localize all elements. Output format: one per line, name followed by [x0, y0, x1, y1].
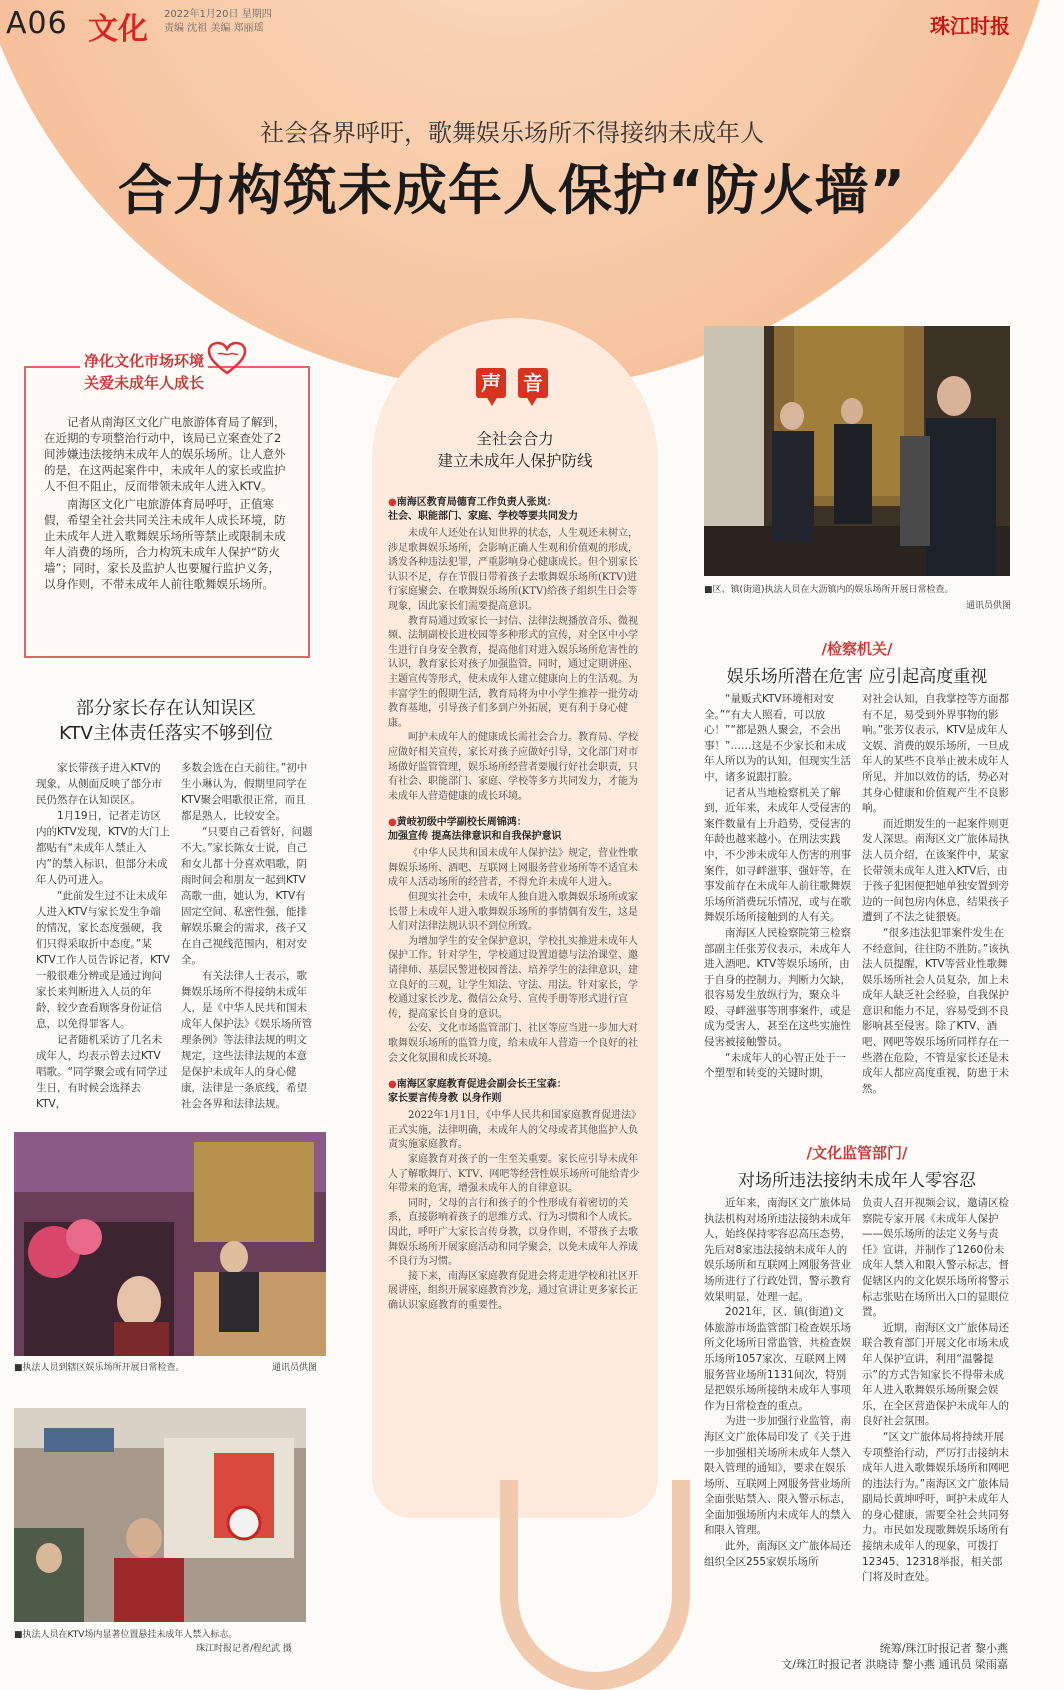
photo3-credit: 通讯员供图: [966, 601, 1012, 611]
paragraph: 此外，南海区文广旅体局还组织全区255家娱乐场所: [704, 1540, 851, 1568]
paragraph: 而近期发生的一起案件则更发人深思。南海区文广旅体局执法人员介绍，在该案件中，某家长带领未成年人进入KTV后，由于孩子犯困便把她单独安置到旁边的一间包房内休息，结果孩子遭到了不法之徒猥亵。: [862, 817, 1009, 924]
paragraph: 对社会认知，自我掌控等方面都有不足，易受到外界事物的影响。”张芳仪表示，KTV是成年人文娱、消费的娱乐场所，一旦成年人的某些不良举止被未成年人所见，并加以效仿的话，势必对其身心健康和价值观产生不良影响。: [862, 693, 1009, 815]
left-headline-line2: KTV主体责任落实不够到位: [59, 723, 273, 744]
right-a-tag: /检察机关/: [821, 640, 893, 658]
voice-block: [388, 816, 644, 844]
heart-icon: [208, 342, 246, 376]
voice-paragraph: 呵护未成年人的健康成长需社会合力。教育局、学校应做好相关宣传，家长对孩子应做好引导，文化部门对市场做好监管管理，娱乐场所经营者要履行好社会职责，只有社会、职能部门、家庭、学校等多方共同发力，才能为未成年人营造健康的成长环境。: [388, 732, 638, 802]
voices-title-line1: 全社会合力: [476, 430, 554, 448]
credits-line1: 统筹/珠江时报记者 黎小燕: [879, 1642, 1008, 1655]
voices-badge-2: 音: [518, 368, 548, 398]
page-number: A06: [6, 6, 68, 41]
right-b-headline: 对场所违法接纳未成年人零容忍: [738, 1171, 976, 1191]
intro-box-title: [80, 350, 208, 394]
voice-paragraph: 同时，父母的言行和孩子的个性形成有着密切的关系，直接影响着孩子的思维方式、行为习惯和个人成长。因此，呼吁广大家长言传身教，以身作则，不带孩子去歌舞娱乐场所开展家庭活动和同学聚会，以免未成年人养成不良行为习惯。: [388, 1197, 638, 1268]
photo1-caption: ■执法人员到辖区娱乐场所开展日常检查。: [14, 1363, 185, 1373]
voice-paragraph: 《中华人民共和国未成年人保护法》规定，营业性歌舞娱乐场所、酒吧、互联网上网服务营业场所等不适宜未成年人活动场所的经营者，不得允许未成年人进入。: [388, 848, 638, 889]
voice-summary: 社会、职能部门、家庭、学校等要共同发力: [388, 511, 578, 522]
voice-paragraph: 为增加学生的安全保护意识，学校扎实推进未成年人保护工作。针对学生，学校通过设置道德与法治课堂、邀请律师、基层民警进校园普法、培养学生的法律意识，建立良好的三观，让学生知法、守法、用法。针对家长，学校通过家长沙龙、微信公众号、宣传手册等形式进行宣传，提高家长自身的意识。: [388, 935, 638, 1020]
voices-body: [388, 490, 644, 1314]
intro-box-text: [44, 414, 288, 594]
voice-block: [388, 1078, 644, 1106]
photo-ktv-sign: [14, 1408, 306, 1622]
intro-paragraph: 记者从南海区文化广电旅游体育局了解到，在近期的专项整治行动中，该局已立案查处了2间涉嫌违法接纳未成年人的娱乐场所。让人意外的是，在这两起案件中，未成年人的家长或监护人不但不阻止，反而带领未成年人进入KTV。: [44, 415, 286, 493]
voice-paragraph: 但现实社会中，未成年人独自进入歌舞娱乐场所或家长带上未成年人进入歌舞娱乐场所的事情偶有发生，这是人们对法律法规认识不到位所致。: [388, 892, 638, 933]
paragraph: “区文广旅体局将持续开展专项整治行动，严厉打击接纳未成年人进入歌舞娱乐场所和网吧的违法行为。”南海区文广旅体局副局长黄坤呼吁，呵护未成年人的身心健康，需要全社会共同努力。市民如发现歌舞娱乐场所有接纳未成年人的现象，可拨打12345、12318举报，相关部门将及时查处。: [862, 1430, 1010, 1584]
voice-summary: 加强宣传 提高法律意识和自我保护意识: [388, 831, 562, 843]
paragraph: 1月19日，记者走访区内的KTV发现，KTV的大门上都贴有“未成年人禁止入内”的禁入标识，但部分未成年人仍可进入。: [36, 810, 170, 886]
paragraph: “很多违法犯罪案件发生在不经意间，往往防不胜防。”该执法人员提醒，KTV等营业性歌舞娱乐场所社会人员复杂，加上未成年人缺乏社会经验，自我保护意识和能力不足，容易受到不良影响甚至侵害。除了KTV、酒吧、网吧等娱乐场所同样存在一些潜在危险，不管是家长还是未成年人都应高度重视，防患于未然。: [862, 926, 1010, 1095]
right-a-col2: [862, 692, 1010, 1102]
speech-bubble-tail-icon: [478, 396, 552, 408]
right-a-col1: [704, 692, 852, 1102]
credits: [781, 1640, 1008, 1672]
voice-paragraph: 家庭教育对孩子的一生至关重要。家长应引导未成年人了解歌舞厅、KTV、网吧等经营性娱乐场所可能给青少年带来的危害，增强未成年人的自律意识。: [388, 1153, 640, 1195]
newspaper-logo: 珠江时报: [930, 14, 1010, 38]
left-article-headline: [26, 696, 306, 746]
left-headline-line1: 部分家长存在认知误区: [76, 698, 256, 719]
subheadline: 社会各界呼吁，歌舞娱乐场所不得接纳未成年人: [260, 119, 764, 147]
credits-line2: 文/珠江时报记者 洪晓诗 黎小燕 通讯员 梁雨嘉: [781, 1658, 1008, 1671]
left-article-col1: [36, 760, 171, 1110]
paragraph: 记者从当地检察机关了解到，近年来，未成年人受侵害的案件数量有上升趋势，受侵害的年龄也越来越小。在刑法实践中，不少涉未成年人伤害的刑事案件，如寻衅滋事、强奸等，在事发前存在未成年人前往歌舞娱乐场所消费玩乐情况，或与在歌舞娱乐场所接触到的人有关。: [704, 786, 851, 924]
right-b-col2: [862, 1196, 1010, 1610]
voice-paragraph: 2022年1月1日，《中华人民共和国家庭教育促进法》正式实施，法律明确，未成年人的父母或者其他监护人负责实施家庭教育。: [388, 1110, 642, 1151]
voice-paragraph: 公安、文化市场监管部门、社区等应当进一步加大对歌舞娱乐场所的监管力度，给未成年人营造一个良好的社会文化氛围和成长环境。: [388, 1023, 638, 1064]
intro-box-title-line1: 净化文化市场环境: [84, 352, 205, 370]
right-b-col1: [704, 1196, 852, 1610]
right-a-body: [704, 692, 1010, 1102]
paragraph: 近期，南海区文广旅体局还联合教育部门开展文化市场未成年人保护宣讲，利用“温馨提示”的方式告知家长不得带未成年人进入歌舞娱乐场所聚会娱乐，在全区营造保护未成年人的良好社会氛围。: [862, 1321, 1009, 1428]
photo2-credit: 珠江时报记者/程纪武 摄: [196, 1644, 292, 1654]
voice-paragraph: 教育局通过致家长一封信、法律法规播放音乐、微视频、法制副校长进校园等多种形式的宣传，对全区中小学生进行自身安全教育，提高他们对进入娱乐场所危害性的认识，教育家长对孩子加强监管。同时，通过定期讲座、主题宣传等形式，使未成年人建立健康向上的生活观。为丰富学生的假期生活，教育局将为中小学生推荐一批劳动教育基地，引导孩子们多到户外拓展，更有利于身心健康。: [388, 615, 638, 729]
intro-paragraph: 南海区文化广电旅游体育局呼吁，正值寒假，希望全社会共同关注未成年人成长环境，防止未成年人进入歌舞娱乐场所等禁止或限制未成年人消费的场所，合力构筑未成年人保护“防火墙”；同时，家长及监护人也要履行监护义务，以身作则，不带未成年人前往歌舞娱乐场所。: [44, 497, 286, 591]
section-name: 文化: [88, 12, 148, 47]
photo-inspection-counter: [14, 1132, 326, 1356]
paragraph: 南海区人民检察院第三检察部副主任张芳仪表示，未成年人进入酒吧、KTV等娱乐场所，由于自身的控制力、判断力欠缺，很容易发生放纵行为，聚众斗殴、寻衅滋事等刑事案件，或是成为受害人，甚至在这些实施性侵害被接触警员。: [704, 926, 851, 1049]
intro-box-title-line2: 关爱未成年人成长: [84, 374, 205, 392]
paragraph: 记者随机采访了几名未成年人，均表示曾去过KTV唱歌。“同学聚会或有同学过生日，有时候会选择去KTV，: [36, 1034, 168, 1110]
paragraph: “此前发生过不让未成年人进入KTV与家长发生争端的情况，家长态度强硬，我们只得采取折中态度。”某KTV工作人员告诉记者，KTV一般很难分辨或是通过询问家长来判断进入人员的年龄，较少查看顾客身份证信息，以免得罪客人。: [36, 890, 170, 1030]
photo-joint-inspection: [704, 326, 1010, 576]
right-b-body: [704, 1196, 1010, 1610]
paragraph: 多数会选在白天前往。”初中生小琳认为，假期里同学在KTV聚会唱歌很正常，而且都是熟人，比较安全。: [181, 762, 308, 822]
microphone-handle: [500, 1480, 690, 1690]
right-b-tag: /文化监管部门/: [806, 1144, 908, 1162]
paragraph: 负责人召开视频会议，邀请区检察院专家开展《未成年人保护——娱乐场所的法定义务与责任》宣讲，并制作了1260份未成年人禁入和限入警示标志，督促辖区内的文化娱乐场所将警示标志张贴在场所出入口的显眼位置。: [862, 1197, 1009, 1319]
left-article-body: [36, 760, 316, 1110]
voices-title-line2: 建立未成年人保护防线: [437, 452, 593, 470]
voice-summary: 家长要言传身教 以身作则: [388, 1093, 502, 1105]
right-a-headline: 娱乐场所潜在危害 应引起高度重视: [726, 667, 988, 687]
date-line: [164, 8, 272, 36]
voices-title: [372, 428, 658, 472]
left-article-col2: [181, 760, 316, 1110]
issue-date: 2022年1月20日 星期四: [164, 9, 272, 20]
photo3-caption: ■区、镇(街道)执法人员在大沥镇内的娱乐场所开展日常检查。: [704, 585, 954, 595]
photo2-caption: ■执法人员在KTV场内显著位置悬挂未成年人禁入标志。: [14, 1630, 238, 1640]
paragraph: “只要自己看管好，问题不大。”家长陈女士说，自己和女儿都十分喜欢唱歌，阴雨时间会和朋友一起到KTV高歌一曲，她认为，KTV有固定空间、私密性强，能排解娱乐聚会的需求，孩子又在自己视线范围内，相对安全。: [181, 826, 313, 966]
voices-badge-1: 声: [476, 368, 506, 398]
editors: 责编 沈祖 美编 郑丽瑶: [164, 23, 264, 34]
voice-paragraph: 接下来，南海区家庭教育促进会将走进学校和社区开展讲座，组织开展家庭教育沙龙，通过宣讲让更多家长正确认识家庭教育的重要性。: [388, 1270, 638, 1311]
paragraph: “量贩式KTV环境相对安全。”“有大人照看，可以放心！”“都是熟人聚会，不会出事！”……这是不少家长和未成年人所以为的认知，但现实生活中，诸多说跟打脸。: [704, 693, 851, 783]
voice-block: [388, 496, 644, 524]
voice-paragraph: 未成年人还处在认知世界的状态，人生观还未树立，涉足歌舞娱乐场所，会影响正确人生观和价值观的形成，诱发各种违法犯罪，严重影响身心健康成长。但个别家长认识不足，存在节假日带着孩子去歌舞娱乐场所(KTV)进行家庭聚会、在歌舞娱乐场所(KTV)给孩子组织生日会等现象，因此家长们需要提高意识。: [388, 528, 638, 612]
voice-speaker: 南海区家庭教育促进会副会长王宝森：: [396, 1079, 567, 1091]
bullet-icon: ●: [388, 1079, 397, 1091]
bullet-icon: ●: [388, 817, 397, 829]
paragraph: 有关法律人士表示，歌舞娱乐场所不得接纳未成年人，是《中华人民共和国未成年人保护法》《娱乐场所管理条例》等法律法规的明文规定，这些法律法规的本意是保护未成年人的身心健康，法律是一条底线，希望社会各界和法律法规。: [181, 970, 313, 1110]
paragraph: 2021年，区、镇(街道)文体旅游市场监管部门检查娱乐场所文化场所日常监管，共检查娱乐场所1057家次、互联网上网服务营业场所1131间次，特别是把娱乐场所接纳未成年人事项作为日常检查的重点。: [704, 1306, 851, 1412]
photo1-credit: 通讯员供图: [272, 1363, 318, 1373]
paragraph: “未成年人的心智正处于一个塑型和转变的关键时期，: [704, 1051, 846, 1080]
paragraph: 近年来，南海区文广旅体局执法机构对场所违法接纳未成年人，始终保持零容忍高压态势，先后对8家违法接纳未成年人的娱乐场所和互联网上网服务营业场所进行了行政处罚，警示教育效果明显，处理一起。: [704, 1197, 851, 1303]
page-headline: 合力构筑未成年人保护“防火墙”: [118, 159, 906, 222]
paragraph: 为进一步加强行业监管，南海区文广旅体局印发了《关于进一步加强相关场所未成年人禁入限入管理的通知》，要求在娱乐场所、互联网上网服务营业场所全面张贴禁入、限入警示标志，全面加强场所内未成年人的禁入和限入管理。: [704, 1415, 851, 1537]
paragraph: 家长带孩子进入KTV的现象，从侧面反映了部分市民仍然存在认知误区。: [36, 762, 162, 806]
voice-speaker: 黄岐初级中学副校长周锦鸿：: [396, 817, 527, 829]
bullet-icon: ●: [388, 497, 397, 508]
voice-speaker: 南海区教育局德育工作负责人张岚：: [396, 497, 557, 508]
